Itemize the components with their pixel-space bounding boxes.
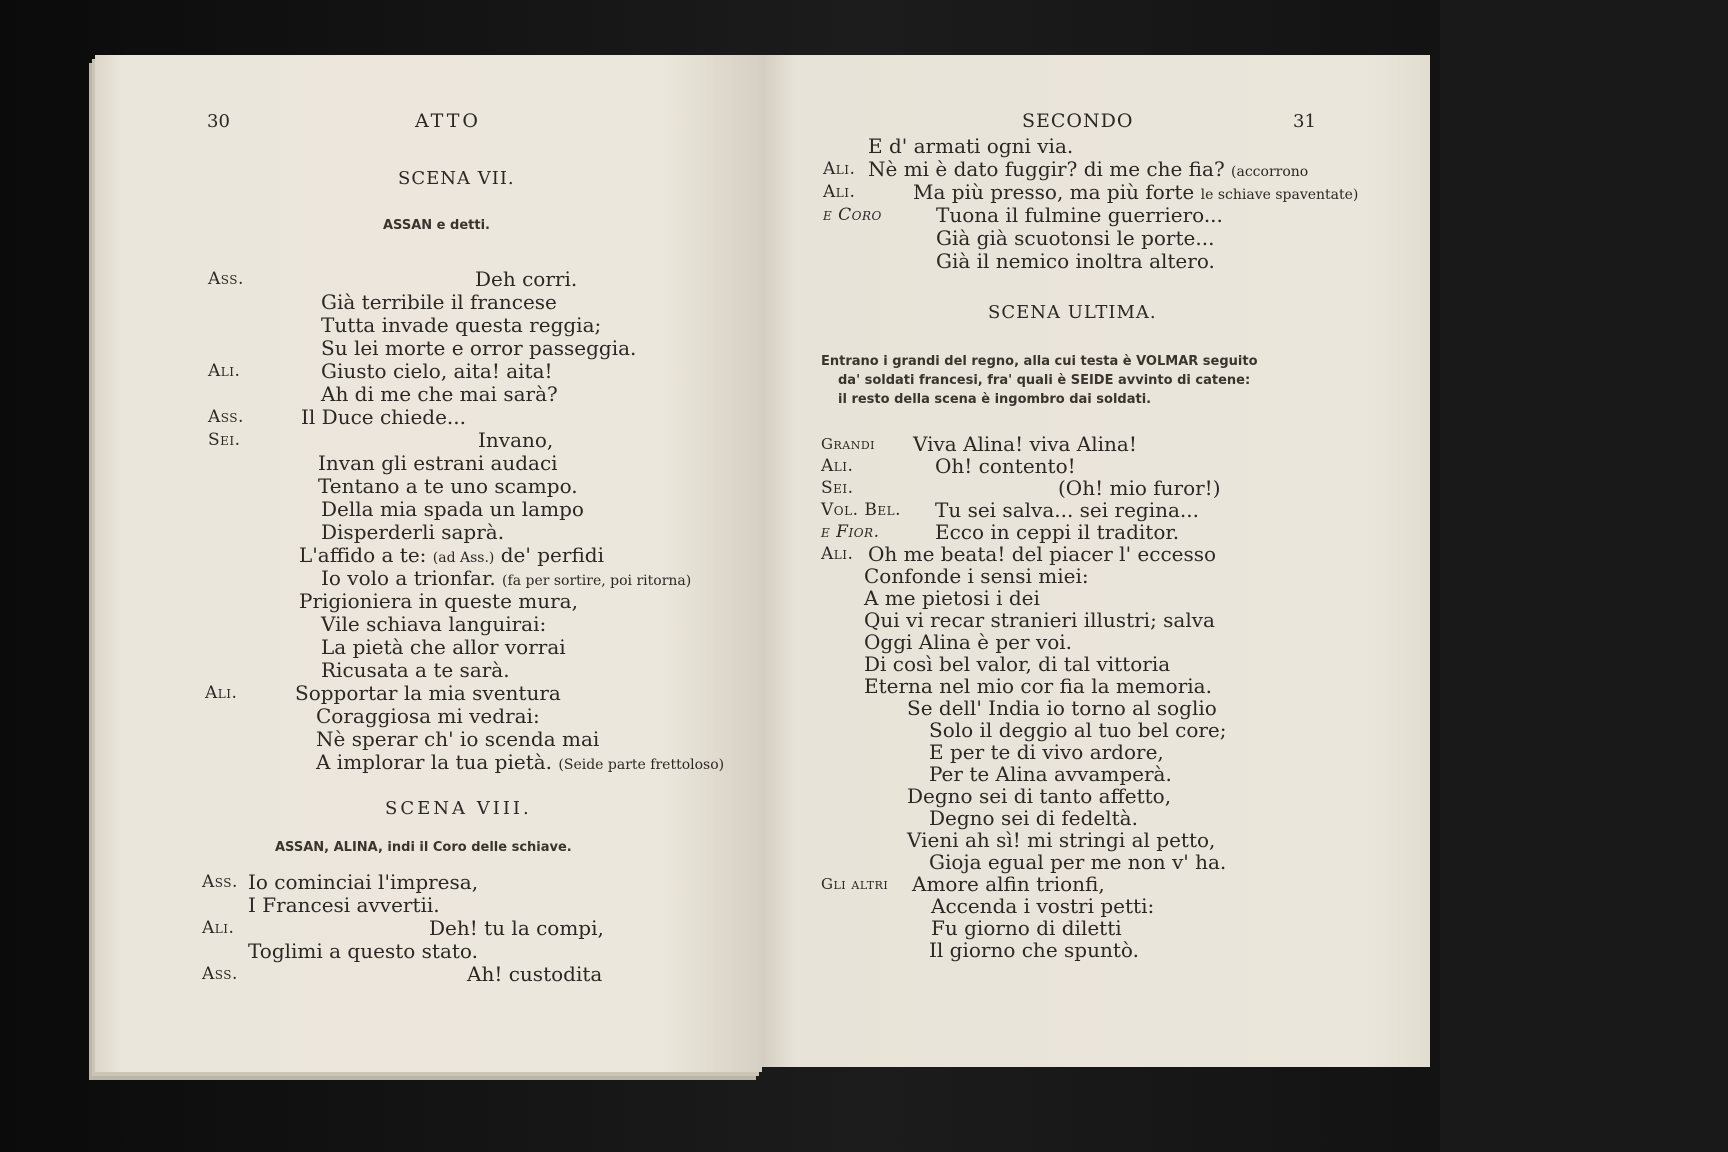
- verse-line: Amore alfin trionfi,: [912, 872, 1105, 896]
- speaker-label: Ass.: [208, 269, 244, 289]
- speaker-label: Ass.: [202, 964, 238, 984]
- speaker-label: Sei.: [208, 430, 241, 450]
- verse-text: Ma più presso, ma più forte: [913, 180, 1195, 204]
- verse-line: Già terribile il francese: [321, 290, 557, 314]
- verse-line: [316, 751, 724, 776]
- verse-line: Ah! custodita: [467, 962, 603, 986]
- verse-line: Tutta invade questa reggia;: [321, 313, 602, 337]
- stage-direction: Entrano i grandi del regno, alla cui testa è VOLMAR seguito: [821, 354, 1258, 369]
- verse-text: A implorar la tua pietà.: [316, 750, 553, 774]
- speaker-label: Ali.: [205, 683, 238, 703]
- speaker-label: Ass.: [202, 872, 238, 892]
- verse-line: Eterna nel mio cor fia la memoria.: [864, 674, 1212, 698]
- verse-line: Già già scuotonsi le porte...: [936, 226, 1215, 250]
- verse-line: Se dell' India io torno al soglio: [907, 696, 1217, 720]
- verse-line: Ah di me che mai sarà?: [321, 382, 558, 406]
- verse-text: L'affido a te:: [299, 543, 427, 567]
- scene-cast: ASSAN, ALINA, indi il Coro delle schiave.: [275, 840, 572, 855]
- left-page: [95, 55, 762, 1072]
- verse-line: Ricusata a te sarà.: [321, 658, 510, 682]
- speaker-label: Ass.: [208, 407, 244, 427]
- speaker-label: Ali.: [821, 456, 854, 476]
- verse-text: de' perfidi: [500, 543, 604, 567]
- verse-line: Della mia spada un lampo: [321, 497, 584, 521]
- speaker-label: Ali.: [823, 159, 856, 179]
- verse-line: Vile schiava languirai:: [321, 612, 547, 636]
- verse-line: Invan gli estrani audaci: [318, 451, 558, 475]
- verse-line: Ecco in ceppi il traditor.: [935, 520, 1180, 544]
- running-head: ATTO: [415, 110, 481, 132]
- speaker-label: Ali.: [202, 918, 235, 938]
- speaker-label: Grandi: [821, 435, 875, 453]
- verse-line: Fu giorno di diletti: [931, 916, 1122, 940]
- speaker-label: Ali.: [208, 361, 241, 381]
- scene-cast: ASSAN e detti.: [383, 218, 490, 233]
- speaker-label: Ali.: [821, 544, 854, 564]
- verse-line: Solo il deggio al tuo bel core;: [929, 718, 1227, 742]
- verse-line: Disperderli saprà.: [321, 520, 505, 544]
- verse-line: Per te Alina avvamperà.: [929, 762, 1172, 786]
- verse-line: Nè sperar ch' io scenda mai: [316, 727, 600, 751]
- verse-line: Il Duce chiede...: [301, 405, 466, 429]
- verse-line: Accenda i vostri petti:: [931, 894, 1155, 918]
- verse-line: Viva Alina! viva Alina!: [913, 432, 1137, 456]
- stage-direction: le schiave spaventate): [1200, 187, 1359, 203]
- verse-text: Io volo a trionfar.: [321, 566, 496, 590]
- scan-margin: [1440, 0, 1728, 1152]
- verse-line: (Oh! mio furor!): [1058, 476, 1221, 500]
- speaker-label: e Fior.: [821, 522, 880, 542]
- stage-direction: il resto della scena è ingombro dai soldati.: [838, 392, 1152, 407]
- verse-line: E per te di vivo ardore,: [929, 740, 1164, 764]
- verse-line: A me pietosi i dei: [864, 586, 1040, 610]
- page-number: 30: [207, 111, 230, 132]
- verse-line: Oggi Alina è per voi.: [864, 630, 1072, 654]
- verse-line: Prigioniera in queste mura,: [299, 589, 578, 613]
- verse-line: Gioja egual per me non v' ha.: [929, 850, 1227, 874]
- speaker-label: e Coro: [823, 205, 882, 225]
- verse-line: E d' armati ogni via.: [868, 134, 1074, 158]
- stage-direction: (ad Ass.): [432, 550, 495, 566]
- scene-title: SCENA VIII.: [385, 798, 532, 819]
- verse-line: Già il nemico inoltra altero.: [936, 249, 1215, 273]
- stage-direction: (Seide parte frettoloso): [558, 757, 725, 773]
- verse-line: Qui vi recar stranieri illustri; salva: [864, 608, 1215, 632]
- stage-direction: (fa per sortire, poi ritorna): [502, 573, 692, 589]
- verse-line: Tu sei salva... sei regina...: [935, 498, 1199, 522]
- speaker-label: Sei.: [821, 478, 854, 498]
- speaker-label: Gli altri: [821, 875, 889, 893]
- verse-line: Vieni ah sì! mi stringi al petto,: [907, 828, 1216, 852]
- verse-line: I Francesi avvertii.: [248, 893, 440, 917]
- verse-line: Sopportar la mia sventura: [295, 681, 561, 705]
- verse-line: Degno sei di fedeltà.: [929, 806, 1138, 830]
- verse-line: Di così bel valor, di tal vittoria: [864, 652, 1171, 676]
- speaker-label: Vol. Bel.: [821, 500, 902, 520]
- verse-line: Tuona il fulmine guerriero...: [936, 203, 1223, 227]
- verse-line: Deh corri.: [475, 267, 578, 291]
- verse-line: Su lei morte e orror passeggia.: [321, 336, 637, 360]
- verse-line: Il giorno che spuntò.: [929, 938, 1139, 962]
- scene-title: SCENA VII.: [398, 168, 515, 189]
- verse-line: Giusto cielo, aita! aita!: [321, 359, 553, 383]
- verse-line: Confonde i sensi miei:: [864, 564, 1089, 588]
- stage-direction: (accorrono: [1231, 164, 1309, 180]
- verse-line: Oh! contento!: [935, 454, 1076, 478]
- verse-line: Oh me beata! del piacer l' eccesso: [868, 542, 1217, 566]
- running-head: SECONDO: [1022, 110, 1134, 132]
- verse-text: Nè mi è dato fuggir? di me che fia?: [868, 157, 1225, 181]
- verse-line: Tentano a te uno scampo.: [318, 474, 578, 498]
- verse-line: Degno sei di tanto affetto,: [907, 784, 1172, 808]
- verse-line: Deh! tu la compi,: [429, 916, 604, 940]
- verse-line: Invano,: [478, 428, 554, 452]
- page-number: 31: [1293, 111, 1316, 132]
- speaker-label: Ali.: [823, 182, 856, 202]
- scene-title: SCENA ULTIMA.: [988, 302, 1157, 323]
- verse-line: Io cominciai l'impresa,: [248, 870, 479, 894]
- verse-line: Toglimi a questo stato.: [248, 939, 478, 963]
- verse-line: Coraggiosa mi vedrai:: [316, 704, 540, 728]
- verse-line: La pietà che allor vorrai: [321, 635, 566, 659]
- right-page: [762, 55, 1430, 1067]
- stage-direction: da' soldati francesi, fra' quali è SEIDE avvinto di catene:: [838, 373, 1251, 388]
